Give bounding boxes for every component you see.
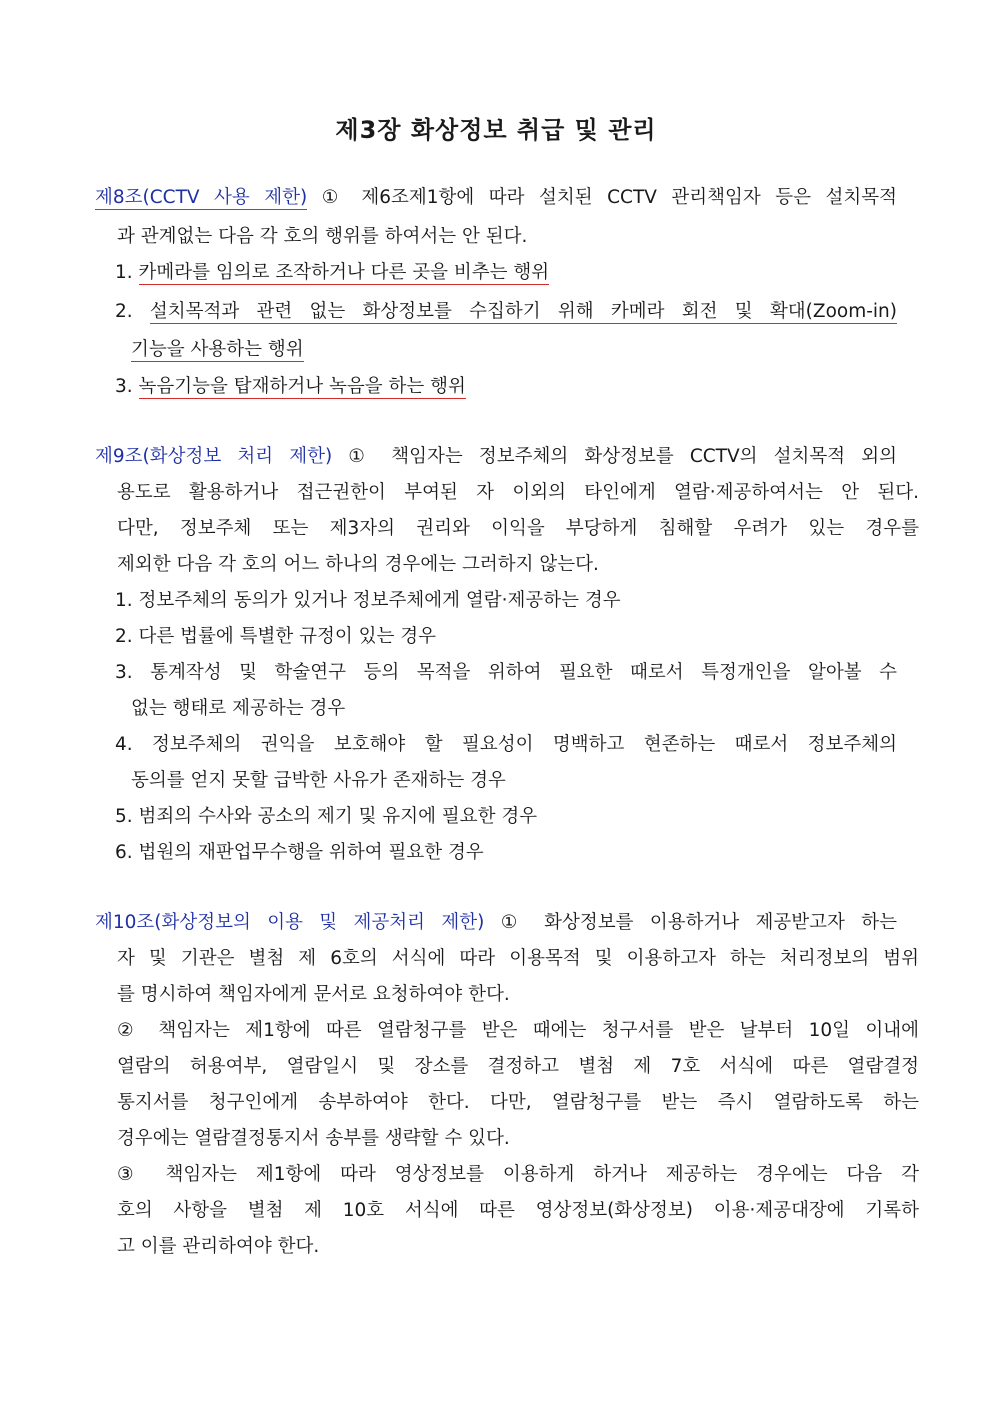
article-9-item-4-cont: 동의를 얻지 못할 급박한 사유가 존재하는 경우 <box>131 770 506 791</box>
article-9-line-1: 제9조(화상정보 처리 제한) ① 책임자는 정보주체의 화상정보를 CCTV의 설치목적 외의 <box>95 446 897 467</box>
article-10-line-2: 자 및 기관은 별첨 제 6호의 서식에 따라 이용목적 및 이용하고자 하는 처리정보의 범위 <box>117 948 919 969</box>
article-10-heading: 제10조(화상정보의 이용 및 제공처리 제한) <box>95 912 485 933</box>
article-8-item-1: 1. 카메라를 임의로 조작하거나 다른 곳을 비추는 행위 <box>115 262 550 283</box>
article-9-item-6: 6. 법원의 재판업무수행을 위하여 필요한 경우 <box>115 842 484 863</box>
article-10-para-2-line-4: 경우에는 열람결정통지서 송부를 생략할 수 있다. <box>117 1128 510 1149</box>
chapter-title: 제3장 화상정보 취급 및 관리 <box>335 116 657 144</box>
article-8-line-2: 과 관계없는 다음 각 호의 행위를 하여서는 안 된다. <box>117 226 528 247</box>
article-9-item-1: 1. 정보주체의 동의가 있거나 정보주체에게 열람·제공하는 경우 <box>115 590 621 611</box>
article-10-para-3-line-2: 호의 사항을 별첨 제 10호 서식에 따른 영상정보(화상정보) 이용·제공대장에 기록하 <box>117 1200 919 1221</box>
article-10-line-1: 제10조(화상정보의 이용 및 제공처리 제한) ① 화상정보를 이용하거나 제공받고자 하는 <box>95 912 897 933</box>
article-8-line-1: 제8조(CCTV 사용 제한) ① 제6조제1항에 따라 설치된 CCTV 관리책임자 등은 설치목적 <box>95 187 897 208</box>
article-10-para-2-line-1: ② 책임자는 제1항에 따른 열람청구를 받은 때에는 청구서를 받은 날부터 10일 이내에 <box>117 1020 919 1041</box>
article-9-line-3: 다만, 정보주체 또는 제3자의 권리와 이익을 부당하게 침해할 우려가 있는 경우를 <box>117 518 919 539</box>
article-9-item-2: 2. 다른 법률에 특별한 규정이 있는 경우 <box>115 626 437 647</box>
article-9-line-4: 제외한 다음 각 호의 어느 하나의 경우에는 그러하지 않는다. <box>117 554 599 575</box>
article-8-item-2-cont: 기능을 사용하는 행위 <box>131 339 304 360</box>
article-8-item-3: 3. 녹음기능을 탑재하거나 녹음을 하는 행위 <box>115 376 466 397</box>
article-9-line-2: 용도로 활용하거나 접근권한이 부여된 자 이외의 타인에게 열람·제공하여서는 안 된다. <box>117 482 919 503</box>
article-10-para-3-line-3: 고 이를 관리하여야 한다. <box>117 1236 320 1257</box>
article-9-item-4: 4. 정보주체의 권익을 보호해야 할 필요성이 명백하고 현존하는 때로서 정보주체의 <box>115 734 897 755</box>
article-10-para-3-line-1: ③ 책임자는 제1항에 따라 영상정보를 이용하게 하거나 제공하는 경우에는 다음 각 <box>117 1164 919 1185</box>
article-9-item-3: 3. 통계작성 및 학술연구 등의 목적을 위하여 필요한 때로서 특정개인을 알아볼 수 <box>115 662 897 683</box>
article-9-item-5: 5. 범죄의 수사와 공소의 제기 및 유지에 필요한 경우 <box>115 806 538 827</box>
article-10-line-3: 를 명시하여 책임자에게 문서로 요청하여야 한다. <box>117 984 510 1005</box>
article-8-item-2: 2. 설치목적과 관련 없는 화상정보를 수집하기 위해 카메라 회전 및 확대(Zoom-in) <box>115 301 897 322</box>
article-10-para-2-line-3: 통지서를 청구인에게 송부하여야 한다. 다만, 열람청구를 받는 즉시 열람하도록 하는 <box>117 1092 919 1113</box>
article-8-heading: 제8조(CCTV 사용 제한) <box>95 187 308 208</box>
article-9-heading: 제9조(화상정보 처리 제한) <box>95 446 333 467</box>
article-9-item-3-cont: 없는 행태로 제공하는 경우 <box>131 698 346 719</box>
article-10-para-2-line-2: 열람의 허용여부, 열람일시 및 장소를 결정하고 별첨 제 7호 서식에 따른 열람결정 <box>117 1056 919 1077</box>
